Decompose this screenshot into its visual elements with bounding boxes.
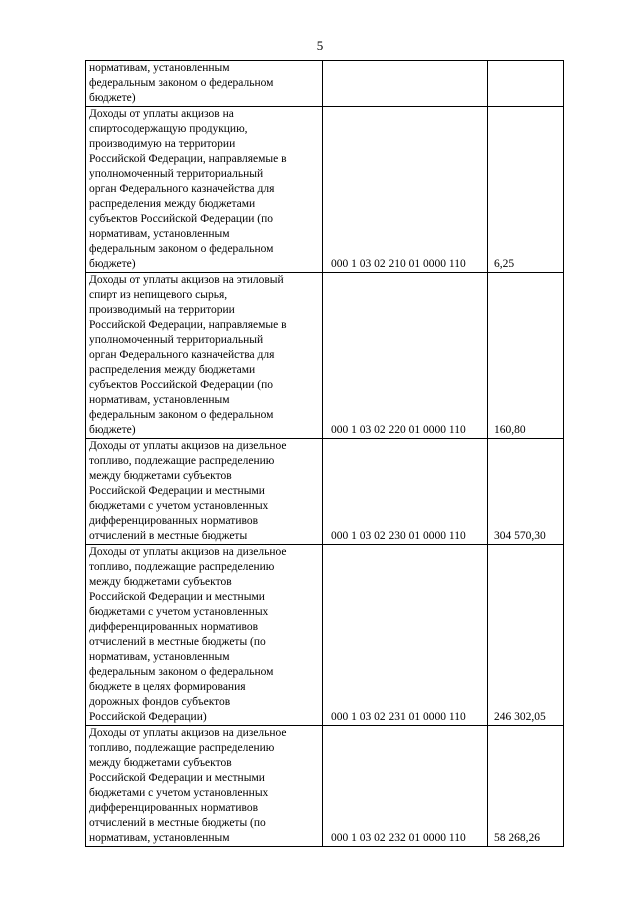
row-description: Доходы от уплаты акцизов на дизельное топливо, подлежащие распределению между бюджетами субъектов Российской Федерации и местными бюджетами с учетом установленных дифференцированных нормативов отчислений в местные бюджеты [86, 439, 323, 545]
table-row [86, 726, 564, 847]
row-description: нормативам, установленным федеральным законом о федеральном бюджете) [86, 61, 323, 107]
row-amount: 160,80 [488, 273, 564, 439]
row-description: Доходы от уплаты акцизов на этиловый спирт из непищевого сырья, производимый на территории Российской Федерации, направляемые в уполномоченный территориальный орган Федерального казначейства для распределения между бюджетами субъектов Российской Федерации (по нормативам, установленным федеральным законом о федеральном бюджете) [86, 273, 323, 439]
row-budget-code: 000 1 03 02 232 01 0000 110 [323, 726, 488, 847]
row-amount: 6,25 [488, 107, 564, 273]
row-budget-code: 000 1 03 02 231 01 0000 110 [323, 545, 488, 726]
row-amount [488, 61, 564, 107]
row-amount: 246 302,05 [488, 545, 564, 726]
revenue-table-body [86, 61, 564, 847]
row-amount: 58 268,26 [488, 726, 564, 847]
row-budget-code: 000 1 03 02 210 01 0000 110 [323, 107, 488, 273]
row-description: Доходы от уплаты акцизов на дизельное топливо, подлежащие распределению между бюджетами субъектов Российской Федерации и местными бюджетами с учетом установленных дифференцированных нормативов отчислений в местные бюджеты (по нормативам, установленным федеральным законом о федеральном бюджете в целях формирования дорожных фондов субъектов Российской Федерации) [86, 545, 323, 726]
page-number: 5 [316, 38, 324, 53]
row-budget-code: 000 1 03 02 220 01 0000 110 [323, 273, 488, 439]
table-row [86, 61, 564, 107]
row-amount: 304 570,30 [488, 439, 564, 545]
row-description: Доходы от уплаты акцизов на дизельное топливо, подлежащие распределению между бюджетами субъектов Российской Федерации и местными бюджетами с учетом установленных дифференцированных нормативов отчислений в местные бюджеты (по нормативам, установленным [86, 726, 323, 847]
row-description: Доходы от уплаты акцизов на спиртосодержащую продукцию, производимую на территории Российской Федерации, направляемые в уполномоченный территориальный орган Федерального казначейства для распределения между бюджетами субъектов Российской Федерации (по нормативам, установленным федеральным законом о федеральном бюджете) [86, 107, 323, 273]
row-budget-code [323, 61, 488, 107]
revenue-table [85, 60, 564, 847]
table-row [86, 545, 564, 726]
table-row [86, 107, 564, 273]
table-row [86, 273, 564, 439]
row-budget-code: 000 1 03 02 230 01 0000 110 [323, 439, 488, 545]
table-row [86, 439, 564, 545]
